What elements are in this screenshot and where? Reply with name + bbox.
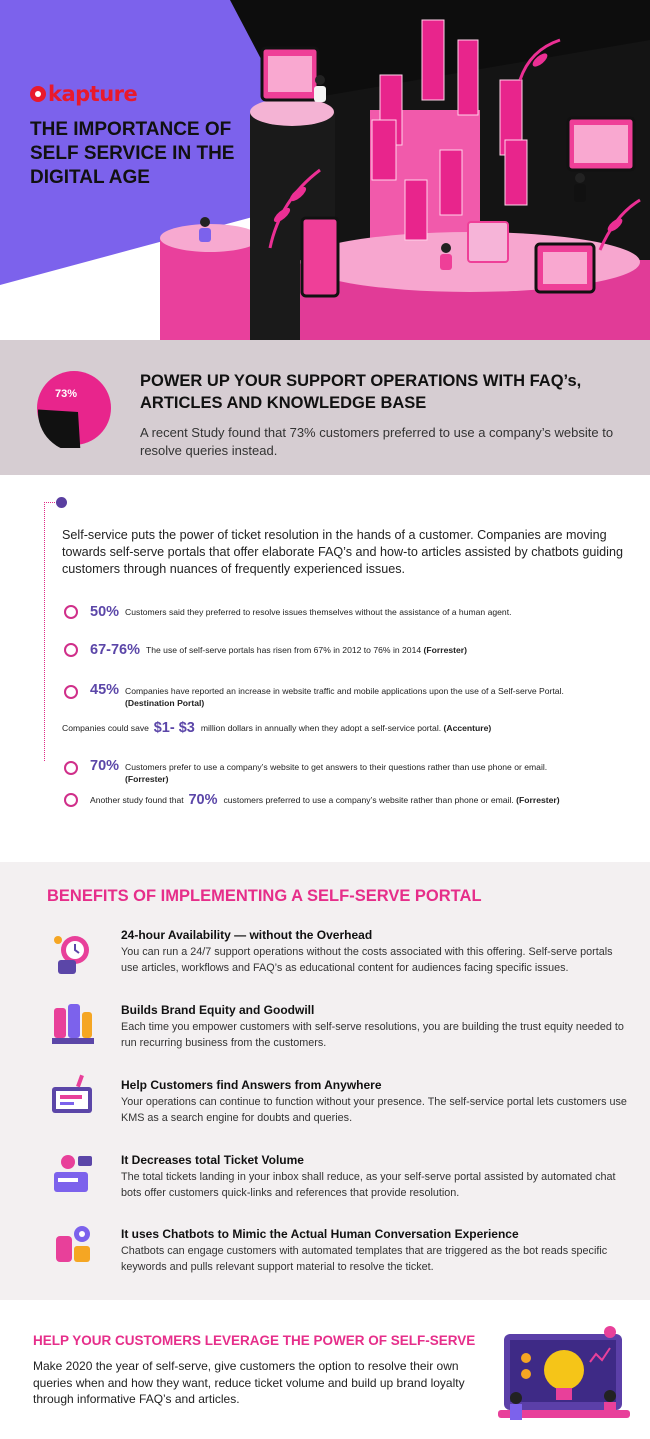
fact-text: million dollars in annually when they adopt a self-service portal. (200, 723, 442, 733)
fact-figure: 50% (90, 604, 120, 620)
stat-description: A recent Study found that 73% customers preferred to use a company’s website to resolve queries instead. (140, 425, 614, 458)
benefit-text: Each time you empower customers with self-serve resolutions, you are building the trust equity needed to run recurring business from the customers. (121, 1021, 624, 1049)
timeline-dot-icon (56, 497, 67, 508)
fact-item (64, 758, 625, 785)
benefit-item (121, 1078, 631, 1126)
fact-source: (Forrester) (516, 795, 560, 805)
benefit-text: You can run a 24/7 support operations without the costs associated with this offering. Self-serve portals use articles, workflows and FAQ’s as educational content for audiences facing specific issues. (121, 946, 613, 974)
fact-item (64, 642, 467, 658)
benefit-item (121, 1153, 631, 1201)
stat-heading: POWER UP YOUR SUPPORT OPERATIONS WITH FAQ’s, ARTICLES AND KNOWLEDGE BASE (140, 372, 582, 412)
ticket-inbox-icon (48, 1148, 98, 1198)
cta-heading: HELP YOUR CUSTOMERS LEVERAGE THE POWER OF SELF-SERVE (33, 1333, 476, 1348)
fact-figure: $1- $3 (153, 720, 195, 736)
fact-item (64, 604, 511, 620)
fact-source: (Destination Portal) (125, 698, 205, 708)
benefit-title: Help Customers find Answers from Anywhere (121, 1078, 382, 1092)
intro-paragraph: Self-service puts the power of ticket resolution in the hands of a customer. Companies are moving towards self-serve portals that offer elaborate FAQ’s and how-to articles assisted by chatbots guiding customers through nuances of frequently experienced issues. (62, 528, 623, 576)
benefit-text: Your operations can continue to function without your presence. The self-service portal lets customers use KMS as a search engine for doubts and queries. (121, 1096, 627, 1124)
fact-prefix: Companies could save (62, 723, 149, 733)
percent-pie-chart (34, 368, 114, 448)
benefit-title: It Decreases total Ticket Volume (121, 1153, 304, 1167)
benefit-item (121, 1227, 631, 1275)
hero-banner (0, 0, 650, 340)
benefit-item (121, 1003, 631, 1051)
benefit-text: Chatbots can engage customers with automated templates that are triggered as the bot reads specific keywords and pulls relevant support material to resolve the ticket. (121, 1245, 608, 1273)
laptop-search-icon (48, 1073, 98, 1123)
fact-source: (Forrester) (423, 645, 467, 655)
ring-bullet-icon (64, 793, 78, 807)
lightbulb-dashboard-illustration (498, 1322, 630, 1432)
clock-availability-icon (48, 928, 98, 978)
handshake-goodwill-icon (48, 1000, 98, 1050)
fact-source: (Accenture) (443, 723, 492, 733)
benefit-item (121, 928, 631, 976)
timeline-dotted-line (44, 502, 57, 761)
ring-bullet-icon (64, 643, 78, 657)
ring-bullet-icon (64, 605, 78, 619)
fact-text: customers preferred to use a company’s website rather than phone or email. (223, 795, 514, 805)
kapture-logo (30, 82, 137, 106)
benefit-text: The total tickets landing in your inbox shall reduce, as your self-serve portal assisted by automated chat bots offer customers quick-links and references that provide resolution. (121, 1171, 616, 1199)
fact-item (62, 720, 491, 736)
ring-bullet-icon (64, 685, 78, 699)
fact-prefix: Another study found that (90, 795, 184, 805)
fact-figure: 67-76% (90, 642, 140, 658)
benefits-heading: BENEFITS OF IMPLEMENTING A SELF-SERVE PORTAL (47, 887, 482, 905)
fact-item (64, 792, 560, 808)
benefit-title: 24-hour Availability — without the Overhead (121, 928, 373, 942)
fact-text: Customers prefer to use a company’s website to get answers to their questions rather than use phone or email. (125, 762, 548, 772)
benefit-title: It uses Chatbots to Mimic the Actual Human Conversation Experience (121, 1227, 519, 1241)
pie-remainder-slice (38, 409, 81, 448)
logo-text: kapture (48, 82, 138, 106)
ring-bullet-icon (64, 761, 78, 775)
fact-item (64, 682, 635, 709)
fact-source: (Forrester) (125, 774, 169, 784)
fact-figure: 70% (188, 792, 218, 808)
chatbot-gear-icon (48, 1222, 98, 1272)
fact-figure: 70% (90, 758, 120, 774)
cta-paragraph: Make 2020 the year of self-serve, give customers the option to resolve their own queries when and how they want, reduce ticket volume and build up brand loyalty through informative FAQ’s and articles. (33, 1359, 465, 1406)
fact-figure: 45% (90, 682, 120, 698)
benefit-title: Builds Brand Equity and Goodwill (121, 1003, 315, 1017)
fact-text: Companies have reported an increase in website traffic and mobile applications upon the use of a Self-serve Portal. (125, 686, 564, 696)
page-title: THE IMPORTANCE OF SELF SERVICE IN THE DIGITAL AGE (30, 119, 235, 188)
fact-text: The use of self-serve portals has risen from 67% in 2012 to 76% in 2014 (145, 645, 422, 655)
logo-mark-icon (30, 86, 46, 102)
fact-text: Customers said they preferred to resolve issues themselves without the assistance of a human agent. (125, 607, 512, 617)
pie-percent-label: 73% (55, 388, 78, 400)
